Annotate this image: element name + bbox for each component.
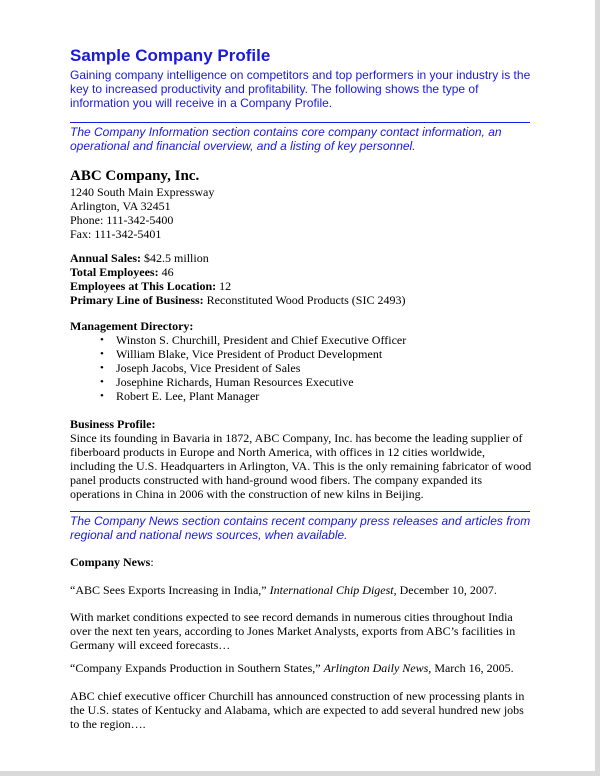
person-entry: Winston S. Churchill, President and Chief Executive Officer [116, 333, 407, 347]
stat-label: Primary Line of Business: [70, 293, 204, 307]
business-profile-text: Since its founding in Bavaria in 1872, ABC Company, Inc. has become the leading supplier of fiberboard products in Europe and North America, with offices in 12 cities worldwide, including the U.S. Headquarters in Arlington, VA. This is the only remaining fabricator of wood panel products constructed with hand-ground wood fibers. The company expanded its operations in China in 2006 with the construction of new kilns in Beijing. [70, 431, 532, 501]
list-item [70, 375, 406, 389]
news-date: March 16, 2005. [431, 661, 514, 675]
fax-number: Fax: 111-342-5401 [70, 227, 162, 241]
address-line-1: 1240 South Main Expressway [70, 185, 215, 199]
page-title: Sample Company Profile [70, 46, 271, 65]
intro-paragraph: Gaining company intelligence on competitors and top performers in your industry is the key to increased productivity and profitability. The following shows the type of information you will receive in a Company Profile. [70, 68, 531, 110]
list-item [70, 333, 406, 347]
news-item-1-citation [70, 583, 540, 597]
person-entry: Robert E. Lee, Plant Manager [116, 389, 260, 403]
stat-label: Annual Sales: [70, 251, 142, 265]
bullet-icon: • [100, 348, 104, 360]
management-heading: Management Directory: [70, 319, 194, 333]
stat-employees-location [70, 279, 540, 293]
info-section-callout: The Company Information section contains core company contact information, an operational and financial overview, and a listing of key personnel. [70, 125, 502, 153]
news-item-2-summary: ABC chief executive officer Churchill has announced construction of new processing plants in the U.S. states of Kentucky and Alabama, which are expected to add several hundred new jobs to the region…. [70, 689, 525, 731]
stat-value: $42.5 million [141, 251, 209, 265]
bullet-icon: • [100, 376, 104, 388]
stat-label: Total Employees: [70, 265, 159, 279]
news-headline: “Company Expands Production in Southern States,” [70, 661, 321, 675]
section-divider-news [70, 511, 530, 512]
stat-primary-business [70, 293, 540, 307]
news-heading-colon: : [150, 555, 154, 569]
bullet-icon: • [100, 362, 104, 374]
person-entry: William Blake, Vice President of Product Development [116, 347, 383, 361]
news-headline: “ABC Sees Exports Increasing in India,” [70, 583, 267, 597]
news-source: Arlington Daily News, [323, 661, 432, 675]
management-list [70, 333, 406, 403]
company-name: ABC Company, Inc. [70, 168, 200, 184]
address-line-2: Arlington, VA 32451 [70, 199, 171, 213]
stat-annual-sales [70, 251, 540, 265]
section-divider-info [70, 122, 530, 123]
person-entry: Joseph Jacobs, Vice President of Sales [116, 361, 301, 375]
stat-value: Reconstituted Wood Products (SIC 2493) [203, 293, 406, 307]
news-heading [70, 555, 540, 569]
company-stats [70, 251, 540, 307]
list-item [70, 347, 406, 361]
list-item [70, 361, 406, 375]
news-item-1-summary: With market conditions expected to see record demands in numerous cities throughout India over the next ten years, according to Jones Market Analysts, exports from ABC’s facilities in Germany will exceed forecasts… [70, 610, 516, 652]
stat-label: Employees at This Location: [70, 279, 217, 293]
stat-total-employees [70, 265, 540, 279]
company-contact [70, 185, 540, 241]
bullet-icon: • [100, 390, 104, 402]
news-date: December 10, 2007. [396, 583, 497, 597]
news-section-callout: The Company News section contains recent company press releases and articles from regional and national news sources, when available. [70, 514, 531, 542]
phone-number: Phone: 111-342-5400 [70, 213, 174, 227]
business-profile-heading: Business Profile: [70, 417, 156, 431]
list-item [70, 389, 406, 403]
news-heading-label: Company News [70, 555, 151, 569]
bullet-icon: • [100, 334, 104, 346]
stat-value: 46 [158, 265, 174, 279]
news-source: International Chip Digest, [269, 583, 397, 597]
stat-value: 12 [216, 279, 232, 293]
news-item-2-citation [70, 661, 540, 675]
person-entry: Josephine Richards, Human Resources Executive [116, 375, 354, 389]
